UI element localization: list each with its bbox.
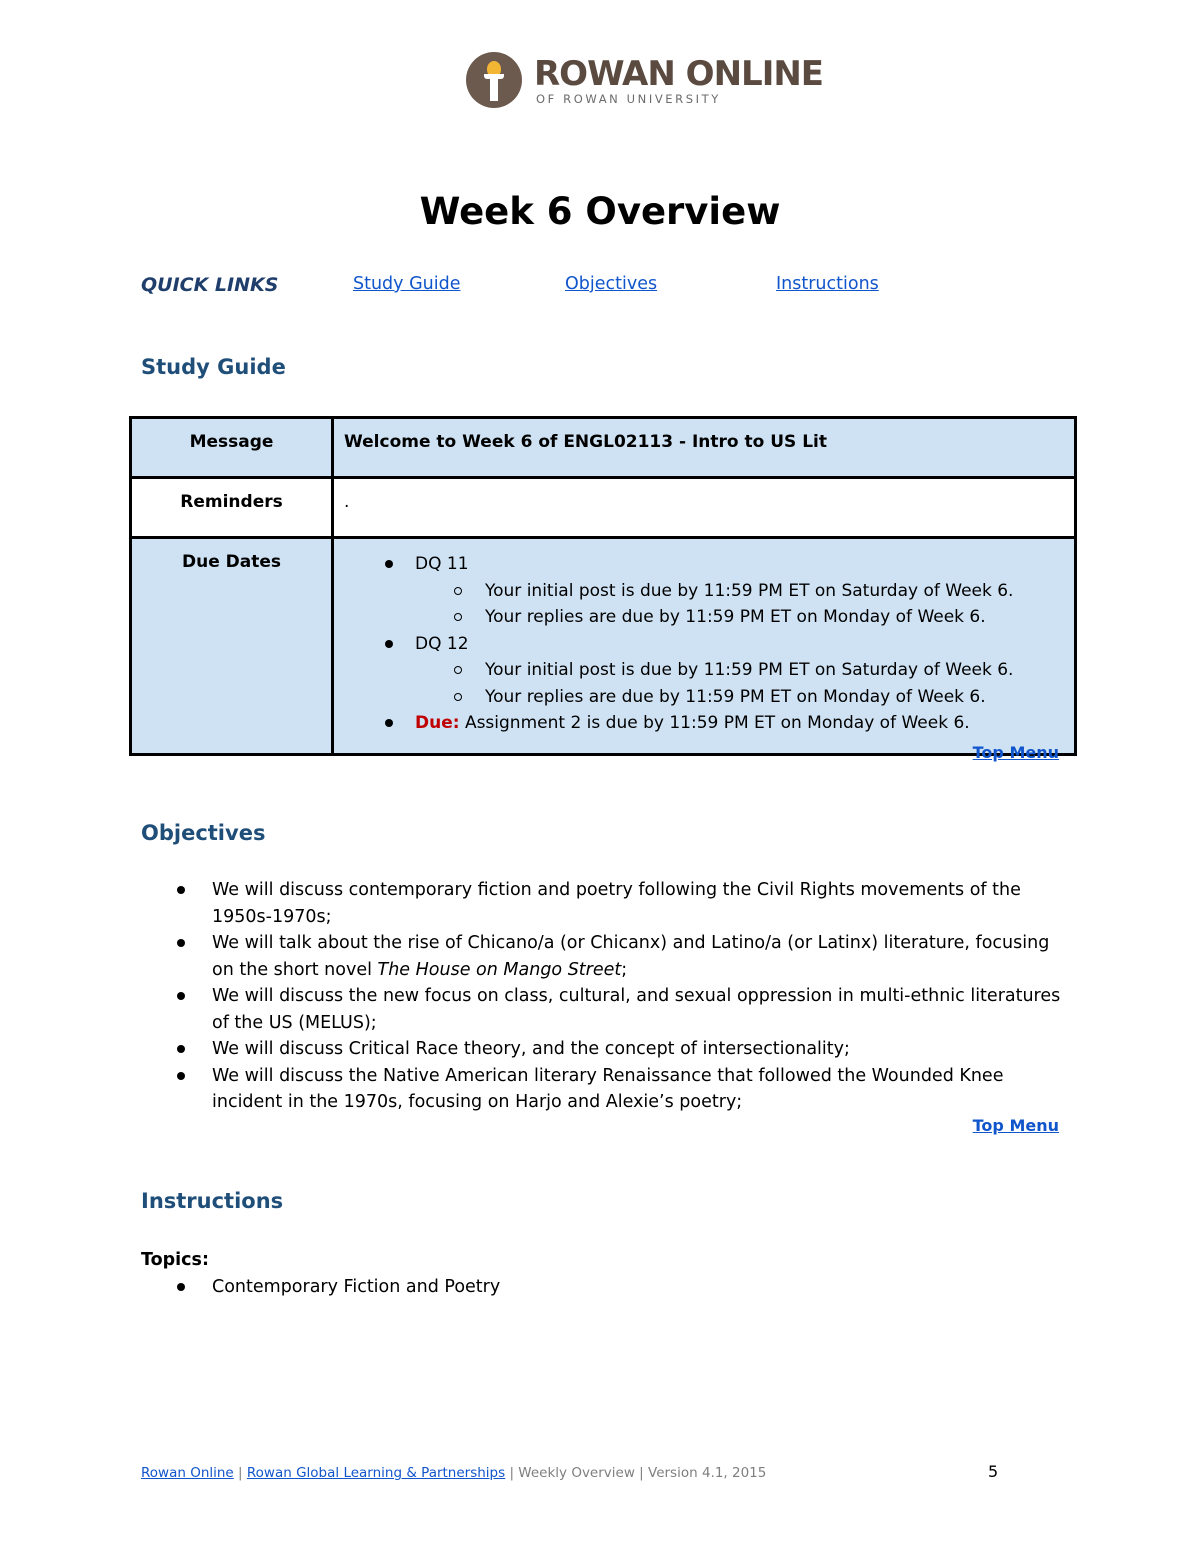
list-item: We will discuss Critical Race theory, and the concept of intersectionality; bbox=[141, 1036, 1071, 1063]
quick-link-study-guide[interactable]: Study Guide bbox=[353, 274, 461, 294]
objective-text: We will talk about the rise of Chicano/a (or Chicanx) and Latino/a (or Latinx) literature, focusing on the short novel bbox=[212, 933, 1050, 980]
topics-list bbox=[141, 1274, 1071, 1301]
objective-text-end: ; bbox=[621, 959, 628, 980]
topics-label: Topics: bbox=[141, 1250, 209, 1270]
message-value: Welcome to Week 6 of ENGL02113 - Intro to US Lit bbox=[333, 418, 1076, 478]
list-item-assignment bbox=[335, 710, 1073, 737]
page-number: 5 bbox=[988, 1462, 999, 1481]
objectives-heading: Objectives bbox=[141, 821, 266, 845]
list-item: We will discuss contemporary fiction and poetry following the Civil Rights movements of the 1950s-1970s; bbox=[141, 877, 1071, 930]
footer-link-global-learning[interactable]: Rowan Global Learning & Partnerships bbox=[246, 1465, 506, 1481]
objectives-list bbox=[141, 877, 1071, 1116]
list-item: Contemporary Fiction and Poetry bbox=[141, 1274, 1071, 1301]
list-item: We will discuss the Native American literary Renaissance that followed the Wounded Knee incident in the 1970s, focusing on Harjo and Alexie’s poetry; bbox=[141, 1063, 1071, 1116]
table-row-reminders bbox=[131, 478, 1076, 538]
list-item: Your initial post is due by 11:59 PM ET on Saturday of Week 6. bbox=[335, 578, 1073, 605]
logo-subtitle: OF ROWAN UNIVERSITY bbox=[536, 92, 721, 106]
quick-links-label: QUICK LINKS bbox=[141, 274, 279, 296]
rowan-online-logo bbox=[466, 50, 824, 114]
footer bbox=[141, 1465, 766, 1481]
list-item: Your replies are due by 11:59 PM ET on Monday of Week 6. bbox=[335, 604, 1073, 631]
list-item: Your replies are due by 11:59 PM ET on Monday of Week 6. bbox=[335, 684, 1073, 711]
table-row-due-dates bbox=[131, 538, 1076, 755]
footer-link-rowan-online[interactable]: Rowan Online bbox=[141, 1465, 234, 1481]
list-item: We will discuss the new focus on class, cultural, and sexual oppression in multi-ethnic literatures of the US (MELUS); bbox=[141, 983, 1071, 1036]
torch-icon bbox=[466, 52, 522, 108]
due-dates-label: Due Dates bbox=[131, 538, 333, 755]
reminders-value: . bbox=[333, 478, 1076, 538]
top-menu-link[interactable]: Top Menu bbox=[972, 743, 1059, 762]
quick-link-objectives[interactable]: Objectives bbox=[565, 274, 658, 294]
assignment-text: Assignment 2 is due by 11:59 PM ET on Monday of Week 6. bbox=[459, 713, 970, 733]
study-guide-heading: Study Guide bbox=[141, 355, 286, 379]
quick-link-instructions[interactable]: Instructions bbox=[776, 274, 879, 294]
list-item bbox=[141, 930, 1071, 983]
list-item-dq11: DQ 11 bbox=[335, 551, 1073, 578]
book-title: The House on Mango Street bbox=[377, 959, 622, 980]
reminders-label: Reminders bbox=[131, 478, 333, 538]
message-label: Message bbox=[131, 418, 333, 478]
due-dates-list bbox=[335, 540, 1073, 737]
top-menu-link[interactable]: Top Menu bbox=[972, 1116, 1059, 1135]
list-item: Your initial post is due by 11:59 PM ET on Saturday of Week 6. bbox=[335, 657, 1073, 684]
footer-text: | Weekly Overview | Version 4.1, 2015 bbox=[505, 1465, 767, 1481]
study-guide-table bbox=[129, 416, 1077, 756]
due-dates-value bbox=[333, 538, 1076, 755]
list-item-dq12: DQ 12 bbox=[335, 631, 1073, 658]
page-title: Week 6 Overview bbox=[419, 190, 781, 233]
footer-separator: | bbox=[233, 1465, 247, 1481]
table-row-message bbox=[131, 418, 1076, 478]
instructions-heading: Instructions bbox=[141, 1189, 284, 1213]
logo-name: ROWAN ONLINE bbox=[534, 54, 824, 94]
due-prefix: Due: bbox=[415, 713, 460, 733]
